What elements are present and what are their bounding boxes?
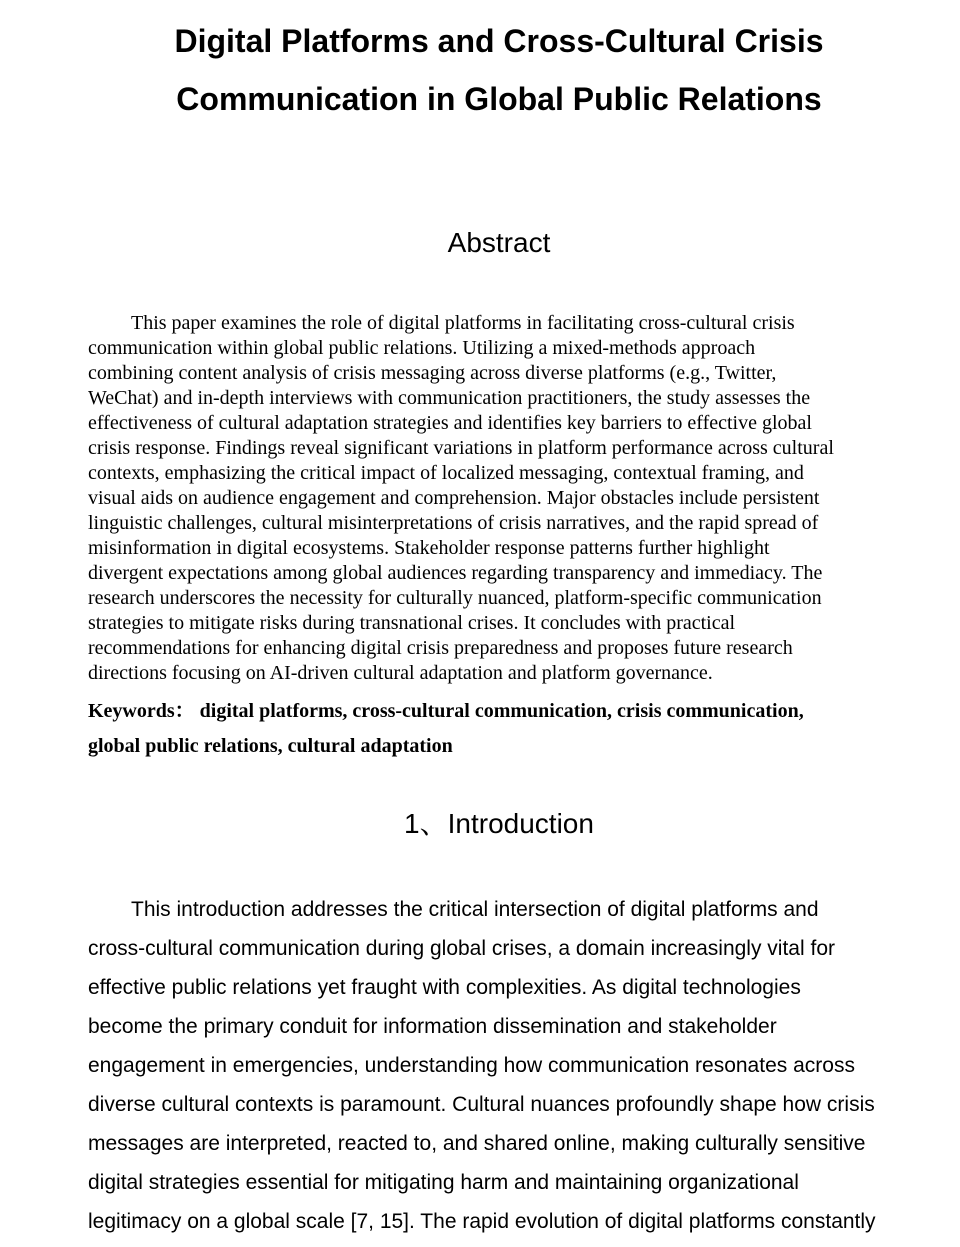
text-line: combining content analysis of crisis messaging across diverse platforms (e.g., Twitter, bbox=[88, 362, 777, 384]
text-line: engagement in emergencies, understanding how communication resonates across bbox=[88, 1054, 855, 1077]
text-line: WeChat) and in-depth interviews with communication practitioners, the study assesses the bbox=[88, 387, 811, 409]
text-line: Keywords： digital platforms, cross-cultural communication, crisis communication, bbox=[88, 700, 804, 722]
abstract-paragraph bbox=[88, 311, 910, 686]
text-line: cross-cultural communication during global crises, a domain increasingly vital for bbox=[88, 937, 835, 960]
text-line: divergent expectations among global audiences regarding transparency and immediacy. The bbox=[88, 562, 823, 584]
text-line: effective public relations yet fraught with complexities. As digital technologies bbox=[88, 976, 801, 999]
text-line: linguistic challenges, cultural misinterpretations of crisis narratives, and the rapid spread of bbox=[88, 512, 819, 534]
text-line: directions focusing on AI-driven cultural adaptation and platform governance. bbox=[88, 662, 713, 684]
introduction-heading: 1、Introduction bbox=[404, 808, 594, 839]
paper-title bbox=[88, 12, 910, 128]
text-line: Communication in Global Public Relations bbox=[176, 81, 822, 117]
text-line: misinformation in digital ecosystems. Stakeholder response patterns further highlight bbox=[88, 537, 770, 559]
text-line: Digital Platforms and Cross-Cultural Crisis bbox=[174, 23, 824, 59]
text-line: recommendations for enhancing digital crisis preparedness and proposes future research bbox=[88, 637, 793, 659]
abstract-heading: Abstract bbox=[447, 227, 551, 258]
text-line: This introduction addresses the critical intersection of digital platforms and bbox=[131, 898, 819, 921]
text-line: legitimacy on a global scale [7, 15]. The rapid evolution of digital platforms constantly bbox=[88, 1210, 876, 1233]
text-line: communication within global public relations. Utilizing a mixed-methods approach bbox=[88, 337, 756, 359]
text-line: contexts, emphasizing the critical impact of localized messaging, contextual framing, and bbox=[88, 462, 804, 484]
introduction-paragraph bbox=[88, 890, 910, 1241]
text-line: This paper examines the role of digital platforms in facilitating cross-cultural crisis bbox=[131, 312, 795, 334]
text-line: visual aids on audience engagement and comprehension. Major obstacles include persistent bbox=[88, 487, 820, 509]
text-line: effectiveness of cultural adaptation strategies and identifies key barriers to effective global bbox=[88, 412, 812, 434]
text-line: global public relations, cultural adaptation bbox=[88, 735, 453, 757]
text-line: become the primary conduit for information dissemination and stakeholder bbox=[88, 1015, 777, 1038]
text-line: strategies to mitigate risks during transnational crises. It concludes with practical bbox=[88, 612, 736, 634]
text-line: messages are interpreted, reacted to, and shared online, making culturally sensitive bbox=[88, 1132, 866, 1155]
text-line: research underscores the necessity for culturally nuanced, platform-specific communication bbox=[88, 587, 822, 609]
text-line: digital strategies essential for mitigating harm and maintaining organizational bbox=[88, 1171, 799, 1194]
keywords-block bbox=[88, 694, 910, 764]
text-line: diverse cultural contexts is paramount. Cultural nuances profoundly shape how crisis bbox=[88, 1093, 875, 1116]
text-line: crisis response. Findings reveal significant variations in platform performance across cultural bbox=[88, 437, 834, 459]
